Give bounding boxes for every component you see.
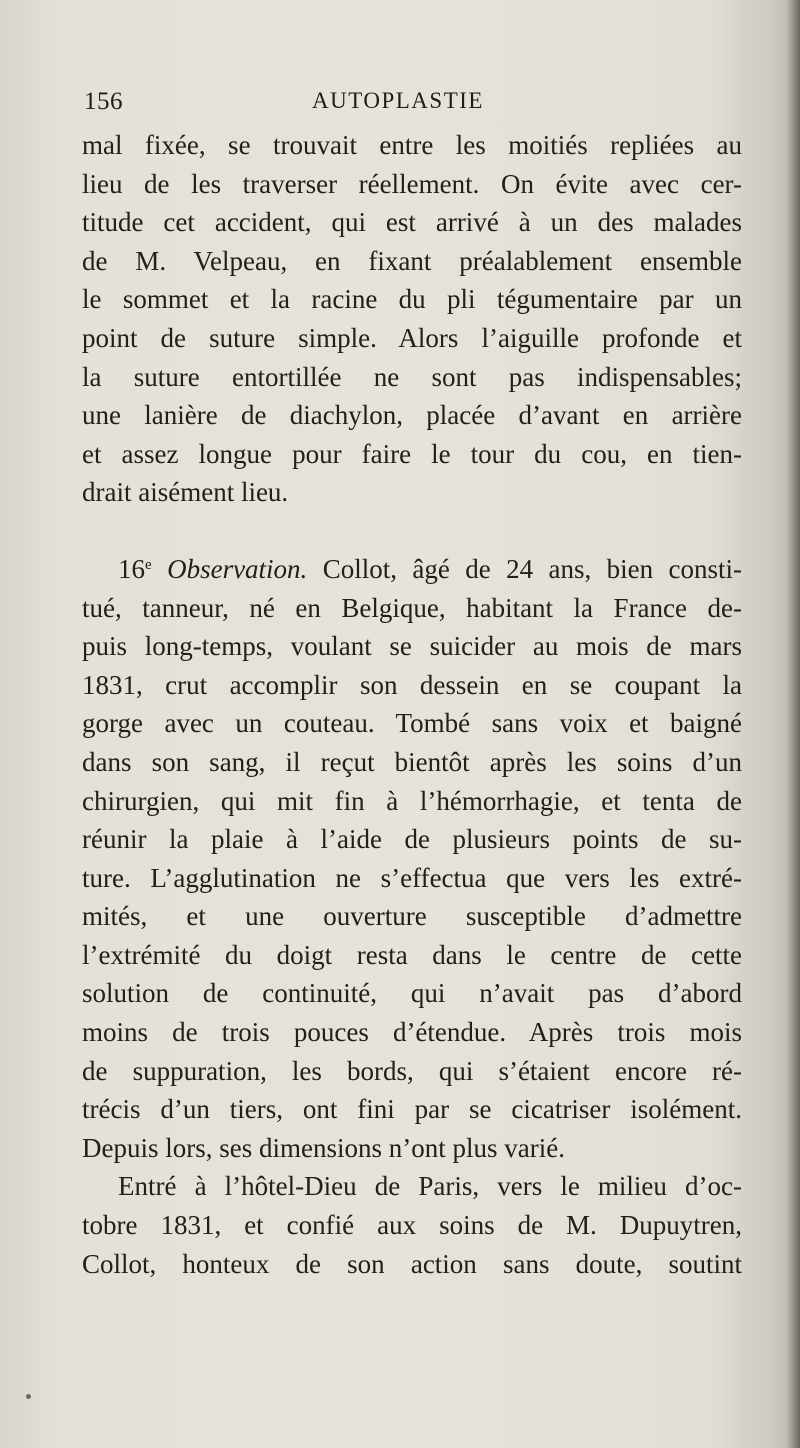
text-line: et assez longue pour faire le tour du cou, en tien- <box>82 438 742 469</box>
text-line: tobre 1831, et confié aux soins de M. Dupuytren, <box>82 1210 742 1241</box>
text-line: l’extrémité du doigt resta dans le centre de cette <box>82 939 742 970</box>
text-line: Depuis lors, ses dimensions n’ont plus varié. <box>82 1132 565 1163</box>
text-line: point de suture simple. Alors l’aiguille profonde et <box>82 322 742 353</box>
page-number: 156 <box>84 88 123 115</box>
observation-paragraph <box>82 550 742 1168</box>
text-line: puis long-temps, voulant se suicider au mois de mars <box>82 631 742 662</box>
paper-speck <box>26 1394 31 1399</box>
text-line: dans son sang, il reçut bientôt après les soins d’un <box>82 746 742 777</box>
text-line: 1831, crut accomplir son dessein en se coupant la <box>82 669 742 700</box>
observation-heading-line <box>82 550 742 589</box>
text-line: Entré à l’hôtel-Dieu de Paris, vers le milieu d’oc- <box>118 1171 742 1202</box>
observation-first-line-text: Collot, âgé de 24 ans, bien consti- <box>322 553 743 584</box>
observation-number-suffix: e <box>145 556 152 573</box>
paragraph-continued <box>82 126 742 512</box>
observation-number: 16e <box>118 553 152 584</box>
text-line: drait aisément lieu. <box>82 477 289 508</box>
paragraph-gap <box>82 512 742 550</box>
text-line: Collot, honteux de son action sans doute, soutint <box>82 1248 742 1279</box>
page-edge-shadow <box>786 0 800 1448</box>
text-line: titude cet accident, qui est arrivé à un des malades <box>82 207 742 238</box>
text-line: solution de continuité, qui n’avait pas d’abord <box>82 978 742 1009</box>
text-line: chirurgien, qui mit fin à l’hémorrhagie, et tenta de <box>82 785 742 816</box>
text-line: de M. Velpeau, en fixant préalablement ensemble <box>82 245 742 276</box>
text-line: moins de trois pouces d’étendue. Après trois mois <box>82 1017 742 1048</box>
page-header <box>84 88 524 120</box>
text-line: trécis d’un tiers, ont fini par se cicatriser isolément. <box>82 1094 742 1125</box>
text-line: la suture entortillée ne sont pas indispensables; <box>82 361 742 392</box>
observation-title: Observation. <box>167 553 308 584</box>
text-line: le sommet et la racine du pli tégumentaire par un <box>82 284 742 315</box>
body-text <box>82 126 742 1283</box>
text-line: lieu de les traverser réellement. On évite avec cer- <box>82 168 742 199</box>
text-line: mités, et une ouverture susceptible d’admettre <box>82 901 742 932</box>
text-line: gorge avec un couteau. Tombé sans voix et baigné <box>82 708 742 739</box>
text-line: de suppuration, les bords, qui s’étaient encore ré- <box>82 1055 742 1086</box>
text-line: ture. L’agglutination ne s’effectua que vers les extré- <box>82 862 742 893</box>
text-line: mal fixée, se trouvait entre les moitiés repliées au <box>82 130 742 160</box>
text-line: tué, tanneur, né en Belgique, habitant la France de- <box>82 592 742 623</box>
text-line: une lanière de diachylon, placée d’avant en arrière <box>82 400 742 431</box>
text-line: réunir la plaie à l’aide de plusieurs points de su- <box>82 824 742 855</box>
running-head: AUTOPLASTIE <box>312 88 484 113</box>
paragraph-entry <box>82 1167 742 1283</box>
